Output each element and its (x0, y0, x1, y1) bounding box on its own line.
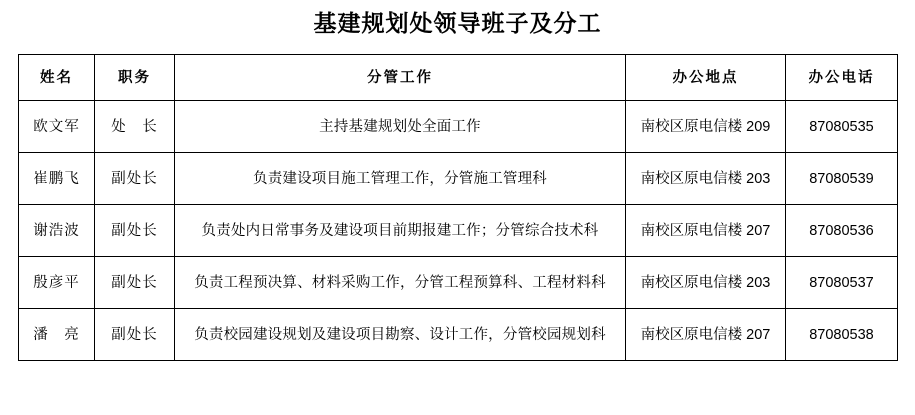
leadership-table (18, 54, 898, 361)
cell-post: 副处长 (95, 205, 175, 257)
table-row (19, 257, 898, 309)
cell-post: 副处长 (95, 153, 175, 205)
page-title: 基建规划处领导班子及分工 (313, 11, 602, 36)
cell-duty: 负责建设项目施工管理工作，分管施工管理科 (175, 153, 626, 205)
column-header-duty: 分管工作 (175, 55, 626, 101)
table-row (19, 153, 898, 205)
table-row (19, 101, 898, 153)
cell-office: 南校区原电信楼 207 (626, 205, 786, 257)
cell-office: 南校区原电信楼 209 (626, 101, 786, 153)
table-row (19, 309, 898, 361)
column-header-post: 职务 (95, 55, 175, 101)
cell-office: 南校区原电信楼 207 (626, 309, 786, 361)
cell-duty: 负责校园建设规划及建设项目勘察、设计工作，分管校园规划科 (175, 309, 626, 361)
cell-name: 谢浩波 (19, 205, 95, 257)
cell-office: 南校区原电信楼 203 (626, 153, 786, 205)
table-header-row (19, 55, 898, 101)
cell-phone: 87080535 (786, 101, 898, 153)
cell-name: 崔鹏飞 (19, 153, 95, 205)
table-row (19, 205, 898, 257)
cell-name: 殷彦平 (19, 257, 95, 309)
cell-duty: 主持基建规划处全面工作 (175, 101, 626, 153)
cell-duty: 负责处内日常事务及建设项目前期报建工作；分管综合技术科 (175, 205, 626, 257)
cell-phone: 87080538 (786, 309, 898, 361)
document-page (0, 9, 915, 415)
column-header-office: 办公地点 (626, 55, 786, 101)
cell-post: 副处长 (95, 257, 175, 309)
table-header (19, 55, 898, 101)
cell-name: 欧文军 (19, 101, 95, 153)
cell-office: 南校区原电信楼 203 (626, 257, 786, 309)
table-body (19, 101, 898, 361)
cell-phone: 87080537 (786, 257, 898, 309)
column-header-name: 姓名 (19, 55, 95, 101)
cell-post: 副处长 (95, 309, 175, 361)
leadership-table-container (18, 54, 897, 361)
cell-duty: 负责工程预决算、材料采购工作，分管工程预算科、工程材料科 (175, 257, 626, 309)
cell-phone: 87080536 (786, 205, 898, 257)
cell-phone: 87080539 (786, 153, 898, 205)
cell-post: 处 长 (95, 101, 175, 153)
column-header-phone: 办公电话 (786, 55, 898, 101)
cell-name: 潘 亮 (19, 309, 95, 361)
